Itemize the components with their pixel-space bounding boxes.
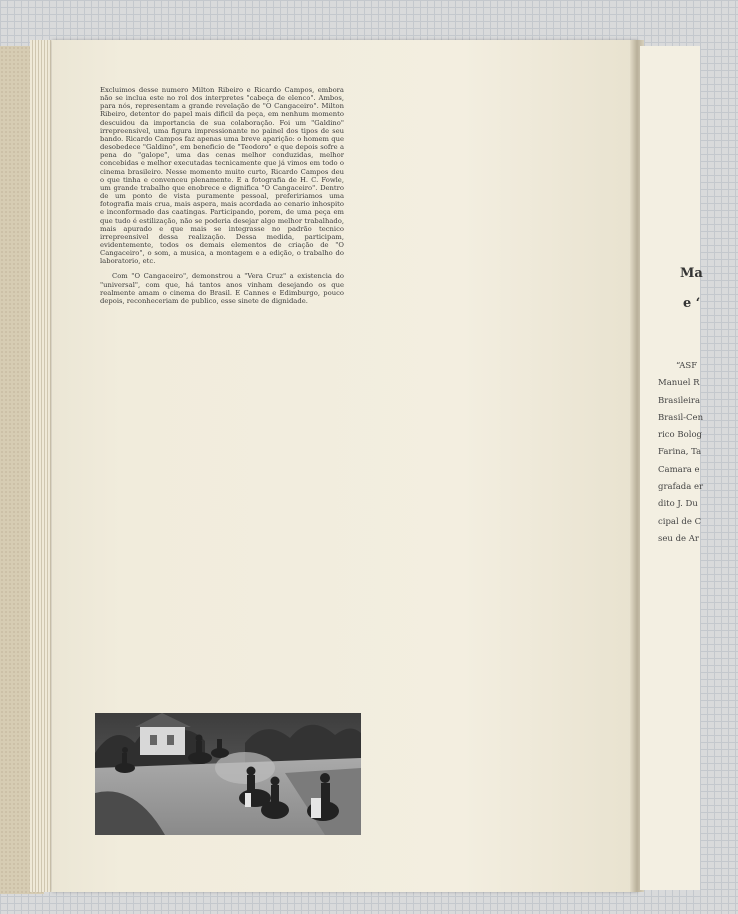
right-page-line: seu de Ar: [658, 533, 699, 544]
article-text: [100, 86, 344, 312]
right-page-title-line-1: Ma: [680, 266, 703, 281]
right-page-line: Manuel R: [658, 378, 700, 389]
right-page-line: Farina, Ta: [658, 447, 702, 458]
article-paragraph-1: Excluimos desse numero Milton Ribeiro e Ricardo Campos, embora não se inclua este no rol dos interpretes "cabeça de elenco". Ambos, para nós, representam a grande revelação de "O Cangaceiro". Milton Ribeiro, detentor do papel mais dificil da peça, em nenhum momento descuidou da importancia de sua colaboração. Foi um "Galdino" irrepreensivel, uma figura impressionante no painel dos tipos de seu bando. Ricardo Campos faz apenas uma breve aparição: o homem que desobedece "Galdino", em beneficio de "Teodoro" e que depois sofre a pena do "galope", uma das cenas melhor conduzidas, melhor concebidas e melhor executadas tecnicamente que já vimos em todo o cinema brasileiro. Nesse momento muito curto, Ricardo Campos deu o que tinha e convenceu plenamente. E a fotografia de H. C. Fowle, um grande trabalho que enobrece e dignifica "O Cangaceiro". Dentro de um ponto de vista puramente pessoal, prefeririamos uma fotografia mais crua, mais aspera, mais acordada ao cenario inhospito e inconformado das caatingas. Participando, porem, de uma peça em que tudo é estilização, não se poderia desejar algo melhor trabalhado, mais apurado e que mais se integrasse no padrão tecnico irrepreensivel dessa realização. Dessa medida, participam, evidentemente, todos os demais elementos de criação de "O Cangaceiro", o som, a musica, a montagem e a edição, o trabalho do laboratorio, etc.: [100, 86, 344, 266]
right-page-title-line-2: e ‘: [683, 296, 701, 311]
right-page-line: Brasil-Cen: [658, 412, 704, 423]
right-page-line: grafada er: [658, 482, 704, 493]
right-page-line: “ASF: [676, 361, 698, 371]
film-still-photo: [95, 713, 361, 835]
right-page-line: cipal de C: [658, 516, 702, 527]
right-page-text: [658, 358, 738, 548]
right-page-line: dito J. Du: [658, 499, 698, 510]
right-page-line: Brasileira: [658, 395, 701, 406]
right-page-line: rico Bolog: [658, 430, 703, 441]
film-still-image: [95, 713, 361, 835]
right-page: [640, 46, 704, 890]
right-page-line: Camara e: [658, 464, 700, 475]
article-paragraph-2: Com "O Cangaceiro", demonstrou a "Vera Cruz" a existencia do "universal", com que, há tantos anos vinham desejando os que realmente amam o cinema do Brasil. E Cannes e Edimburgo, pouco depois, reconheceriam de publico, esse sinete de dignidade.: [100, 272, 344, 305]
